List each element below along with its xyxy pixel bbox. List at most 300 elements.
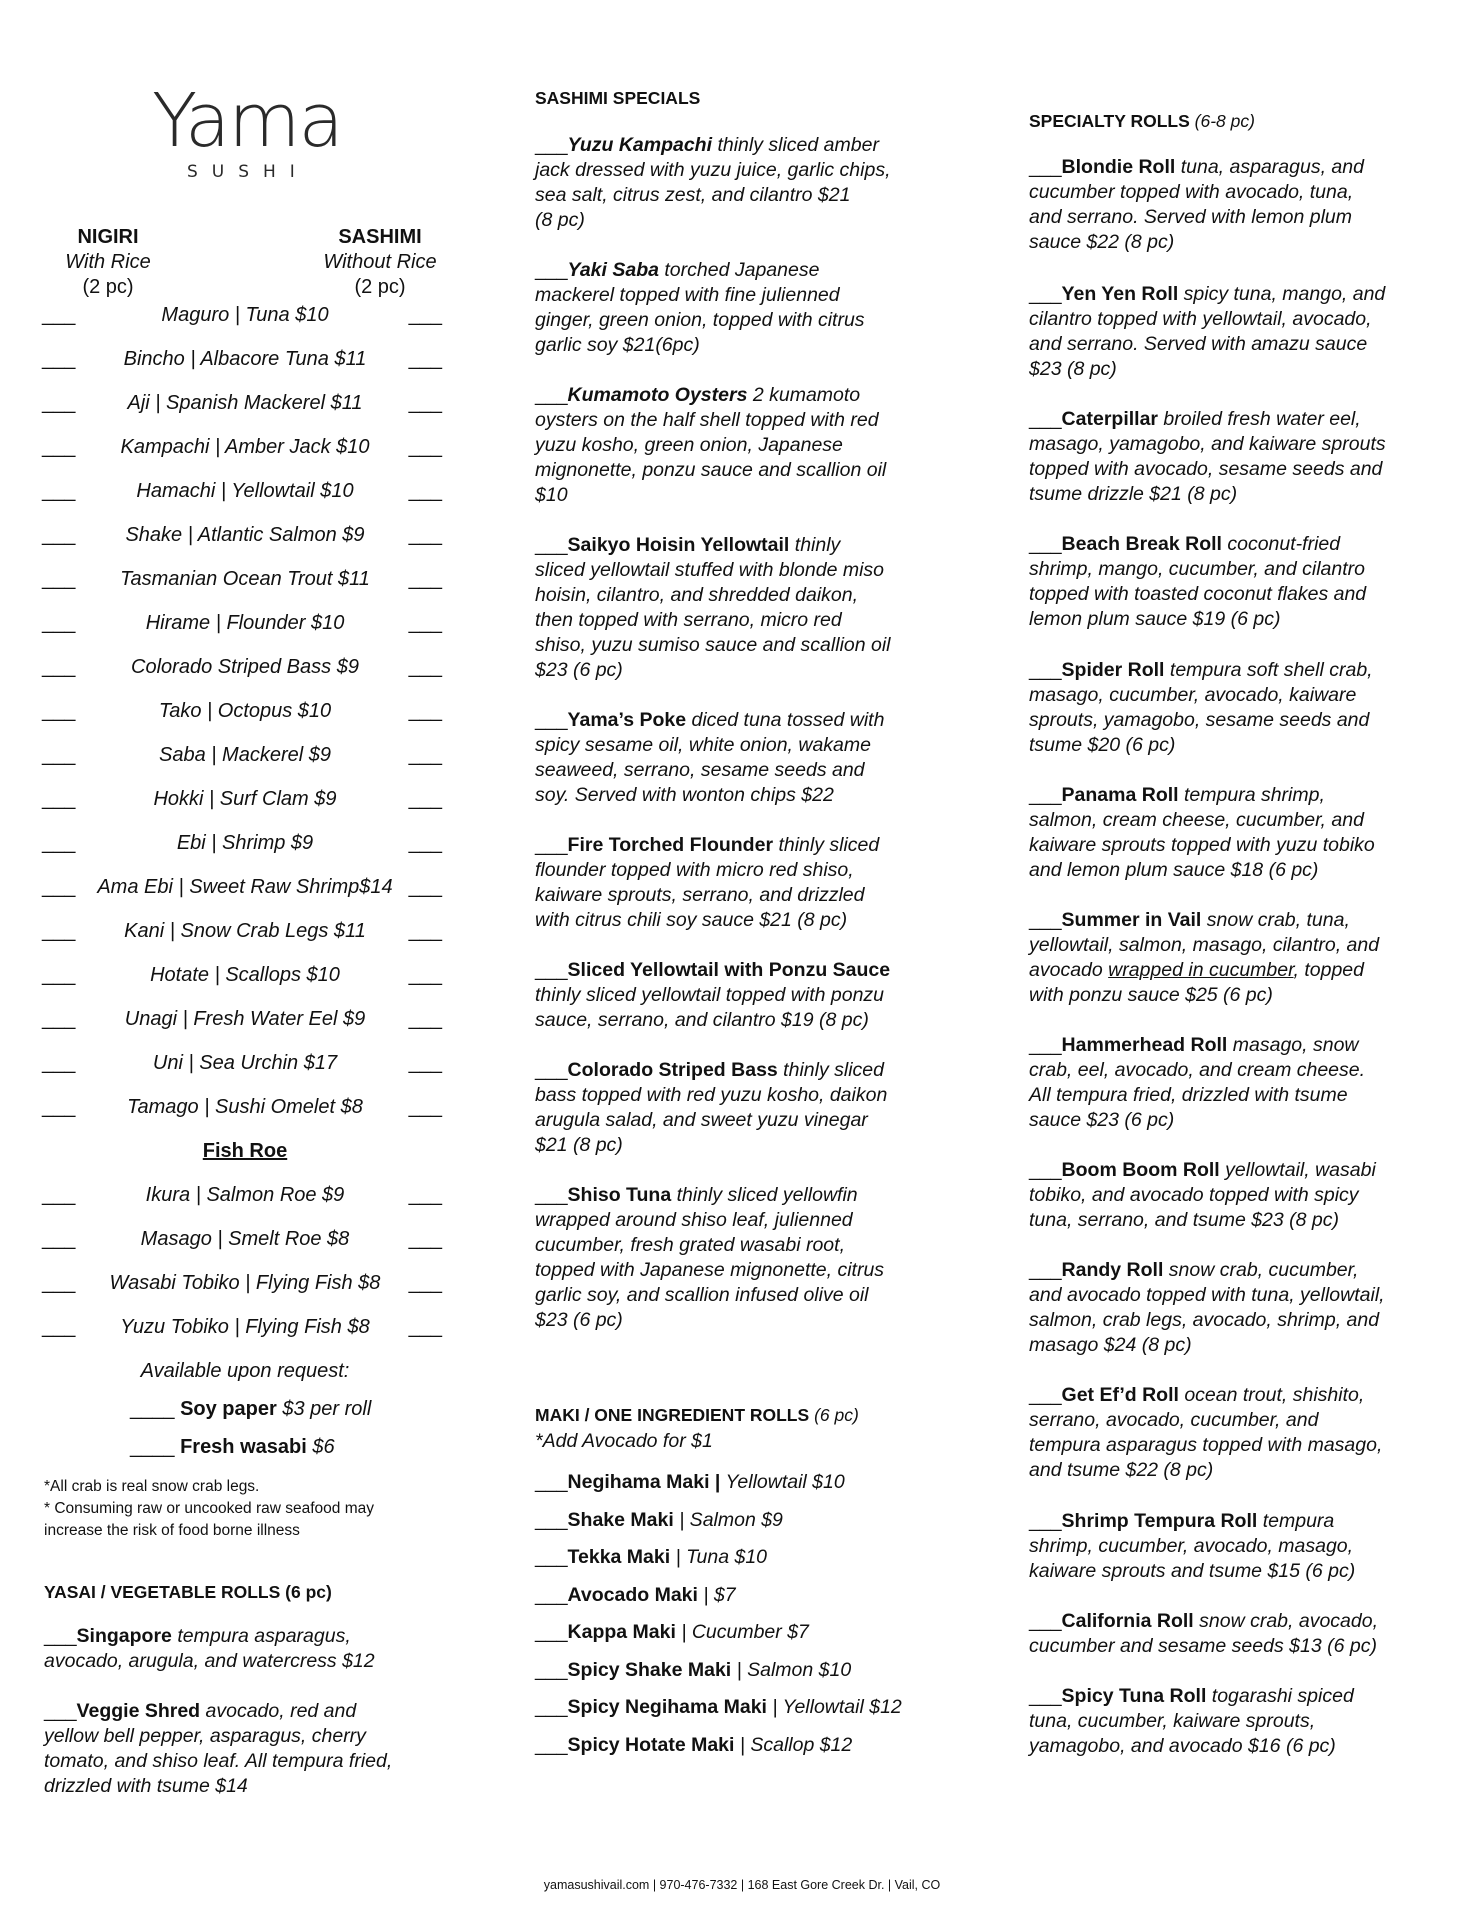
footnotes — [44, 1476, 464, 1542]
nigiri-checkbox[interactable]: ___ — [42, 612, 76, 634]
nigiri-item-label: Maguro | Tuna $10 — [161, 304, 329, 326]
item-name: Blondie Roll — [1061, 156, 1176, 178]
item-name: Boom Boom Roll — [1061, 1159, 1220, 1181]
item-desc: soy. Served with wonton chips $22 — [535, 784, 834, 806]
roe-row — [40, 1228, 450, 1258]
request-checkbox[interactable]: ____ — [130, 1398, 175, 1420]
nigiri-checkbox[interactable]: ___ — [42, 568, 76, 590]
sashimi-special-item — [535, 833, 965, 933]
item-desc: hoisin, cilantro, and shredded daikon, — [535, 584, 859, 606]
item-name: Yuzu Kampachi — [567, 134, 713, 156]
sashimi-checkbox[interactable]: ___ — [408, 700, 442, 722]
nigiri-row — [40, 480, 450, 510]
item-desc: $23 (6 pc) — [535, 1309, 623, 1331]
sashimi-special-item — [535, 1183, 975, 1333]
nigiri-checkbox[interactable]: ___ — [42, 348, 76, 370]
item-name: Yen Yen Roll — [1061, 283, 1179, 305]
item-desc: flounder topped with micro red shiso, — [535, 859, 854, 881]
footer-contact: yamasushivail.com | 970-476-7332 | 168 East Gore Creek Dr. | Vail, CO — [543, 1878, 941, 1892]
nigiri-checkbox[interactable]: ___ — [42, 480, 76, 502]
item-name: Fire Torched Flounder — [567, 834, 774, 856]
item-desc: masago, yamagobo, and kaiware sprouts — [1029, 433, 1386, 455]
item-desc: kaiware sprouts topped with yuzu tobiko — [1029, 834, 1375, 856]
nigiri-row — [40, 832, 450, 862]
footnote: * Consuming raw or uncooked raw seafood may — [44, 1500, 374, 1517]
item-desc: tsume drizzle $21 (8 pc) — [1029, 483, 1238, 505]
item-desc: with ponzu sauce $25 (6 pc) — [1029, 984, 1273, 1006]
item-desc: yellow bell pepper, asparagus, cherry — [44, 1725, 366, 1747]
item-desc: | Yellowtail $12 — [766, 1696, 902, 1718]
sashimi-checkbox[interactable]: ___ — [408, 656, 442, 678]
item-desc: snow crab, tuna, — [1201, 909, 1350, 931]
yasai-item — [44, 1624, 464, 1674]
nigiri-item-label: Hirame | Flounder $10 — [145, 612, 345, 634]
nigiri-checkbox[interactable]: ___ — [42, 920, 76, 942]
item-name: Kumamoto Oysters — [567, 384, 748, 406]
nigiri-row — [40, 920, 450, 950]
nigiri-row — [40, 964, 450, 994]
roe-item-label: Masago | Smelt Roe $8 — [140, 1228, 350, 1250]
item-name: Randy Roll — [1061, 1259, 1164, 1281]
item-checkbox[interactable]: ___ — [1029, 1384, 1062, 1406]
sashimi-checkbox[interactable]: ___ — [408, 1096, 442, 1118]
item-desc: shrimp, cucumber, avocado, masago, — [1029, 1535, 1354, 1557]
item-desc: avocado — [1029, 959, 1109, 981]
nigiri-checkbox[interactable]: ___ — [42, 1052, 76, 1074]
item-name: Spider Roll — [1061, 659, 1165, 681]
nigiri-item-label: Unagi | Fresh Water Eel $9 — [124, 1008, 366, 1030]
sashimi-checkbox[interactable]: ___ — [408, 1316, 442, 1338]
specialty-title-text: SPECIALTY ROLLS — [1029, 111, 1190, 131]
logo-subtitle: SUSHI — [187, 162, 309, 182]
item-checkbox[interactable]: ___ — [1029, 1259, 1062, 1281]
sashimi-checkbox[interactable]: ___ — [408, 964, 442, 986]
sashimi-header — [306, 225, 454, 300]
item-desc: thinly sliced amber — [712, 134, 879, 156]
item-desc: sea salt, citrus zest, and cilantro $21 — [535, 184, 851, 206]
item-desc: thinly sliced — [773, 834, 880, 856]
item-checkbox[interactable]: ___ — [1029, 1159, 1062, 1181]
item-desc: | $7 — [697, 1584, 736, 1606]
sashimi-checkbox[interactable]: ___ — [408, 1008, 442, 1030]
nigiri-row — [40, 876, 450, 906]
nigiri-row — [40, 656, 450, 686]
sashimi-special-item — [535, 133, 965, 233]
item-desc: All tempura fried, drizzled with tsume — [1029, 1084, 1348, 1106]
item-name: Caterpillar — [1061, 408, 1158, 430]
item-desc: $10 — [535, 484, 568, 506]
specialty-item — [1029, 1383, 1459, 1483]
item-desc: and tsume $22 (8 pc) — [1029, 1459, 1214, 1481]
item-checkbox[interactable]: ___ — [535, 709, 568, 731]
item-desc: tempura — [1257, 1510, 1335, 1532]
item-checkbox[interactable]: ___ — [535, 1059, 568, 1081]
item-checkbox[interactable]: ___ — [1029, 784, 1062, 806]
item-name: Beach Break Roll — [1061, 533, 1222, 555]
item-checkbox[interactable]: ___ — [1029, 909, 1062, 931]
nigiri-subtitle: With Rice — [65, 251, 151, 273]
item-checkbox[interactable]: ___ — [1029, 1034, 1062, 1056]
item-desc: masago, cucumber, avocado, kaiware — [1029, 684, 1357, 706]
sashimi-checkbox[interactable]: ___ — [408, 304, 442, 326]
item-desc: tobiko, and avocado topped with spicy — [1029, 1184, 1359, 1206]
request-item — [130, 1398, 371, 1421]
item-desc: $23 (6 pc) — [535, 659, 623, 681]
sashimi-checkbox[interactable]: ___ — [408, 392, 442, 414]
specialty-item — [1029, 1684, 1459, 1759]
yama-sushi-logo — [112, 78, 352, 188]
nigiri-checkbox[interactable]: ___ — [42, 744, 76, 766]
nigiri-header — [48, 225, 168, 300]
maki-subtitle: *Add Avocado for $1 — [535, 1430, 713, 1452]
item-checkbox[interactable]: ___ — [535, 259, 568, 281]
nigiri-row — [40, 1008, 450, 1038]
item-checkbox[interactable]: ___ — [535, 1696, 568, 1718]
item-desc: diced tuna tossed with — [686, 709, 885, 731]
item-desc: yellowtail, wasabi — [1219, 1159, 1376, 1181]
request-name: Soy paper — [180, 1398, 277, 1420]
item-desc: kaiware sprouts, serrano, and drizzled — [535, 884, 865, 906]
nigiri-checkbox[interactable]: ___ — [42, 1272, 76, 1294]
item-name: Avocado Maki — [567, 1584, 698, 1606]
item-desc: and avocado topped with tuna, yellowtail, — [1029, 1284, 1385, 1306]
item-desc: masago $24 (8 pc) — [1029, 1334, 1192, 1356]
item-desc: garlic soy, and scallion infused olive oil — [535, 1284, 869, 1306]
item-desc: oysters on the half shell topped with red — [535, 409, 879, 431]
nigiri-row — [40, 1052, 450, 1082]
specialty-item — [1029, 1258, 1459, 1358]
item-checkbox[interactable]: ___ — [1029, 283, 1062, 305]
sashimi-checkbox[interactable]: ___ — [408, 524, 442, 546]
item-desc: serrano, avocado, cucumber, and — [1029, 1409, 1319, 1431]
item-desc: seaweed, serrano, sesame seeds and — [535, 759, 865, 781]
nigiri-item-label: Saba | Mackerel $9 — [159, 744, 331, 766]
specialty-item — [1029, 1158, 1459, 1233]
item-name: Sliced Yellowtail with Ponzu Sauce — [567, 959, 891, 981]
nigiri-item-label: Bincho | Albacore Tuna $11 — [123, 348, 367, 370]
item-desc: kaiware sprouts and tsume $15 (6 pc) — [1029, 1560, 1356, 1582]
nigiri-item-label: Tamago | Sushi Omelet $8 — [127, 1096, 363, 1118]
nigiri-checkbox[interactable]: ___ — [42, 1096, 76, 1118]
item-desc: , topped — [1293, 959, 1364, 981]
sashimi-checkbox[interactable]: ___ — [408, 832, 442, 854]
nigiri-checkbox[interactable]: ___ — [42, 524, 76, 546]
item-checkbox[interactable]: ___ — [1029, 659, 1062, 681]
item-checkbox[interactable]: ___ — [535, 834, 568, 856]
item-desc: spicy sesame oil, white onion, wakame — [535, 734, 871, 756]
nigiri-checkbox[interactable]: ___ — [42, 436, 76, 458]
nigiri-item-label: Ama Ebi | Sweet Raw Shrimp$14 — [97, 876, 393, 898]
item-desc: with citrus chili soy sauce $21 (8 pc) — [535, 909, 848, 931]
item-desc: yuzu kosho, green onion, Japanese — [535, 434, 843, 456]
specialty-item — [1029, 908, 1459, 1008]
fish-roe-title: Fish Roe — [202, 1140, 288, 1162]
nigiri-item-label: Aji | Spanish Mackerel $11 — [127, 392, 363, 414]
item-desc: crab, eel, avocado, and cream cheese. — [1029, 1059, 1366, 1081]
item-checkbox[interactable]: ___ — [1029, 533, 1062, 555]
specialty-title — [1029, 111, 1255, 132]
item-desc: avocado, red and — [200, 1700, 357, 1722]
item-name: Tekka Maki — [567, 1546, 671, 1568]
sashimi-special-item — [535, 708, 965, 808]
item-desc: | Salmon $10 — [731, 1659, 852, 1681]
item-desc: spicy tuna, mango, and — [1178, 283, 1386, 305]
nigiri-checkbox[interactable]: ___ — [42, 392, 76, 414]
item-desc: Yellowtail $10 — [720, 1471, 845, 1493]
nigiri-checkbox[interactable]: ___ — [42, 1008, 76, 1030]
maki-title-text: MAKI / ONE INGREDIENT ROLLS — [535, 1405, 810, 1425]
nigiri-row — [40, 392, 450, 422]
nigiri-row — [40, 348, 450, 378]
nigiri-row — [40, 612, 450, 642]
footnote: *All crab is real snow crab legs. — [44, 1478, 260, 1495]
nigiri-row — [40, 700, 450, 730]
nigiri-row — [40, 524, 450, 554]
sashimi-specials-title: SASHIMI SPECIALS — [535, 88, 701, 108]
nigiri-row — [40, 744, 450, 774]
maki-item — [535, 1470, 845, 1495]
item-name: Shiso Tuna — [567, 1184, 672, 1206]
item-desc: arugula salad, and sweet yuzu vinegar — [535, 1109, 868, 1131]
item-checkbox[interactable]: ___ — [1029, 1510, 1062, 1532]
sashimi-checkbox[interactable]: ___ — [408, 788, 442, 810]
item-desc: and serrano. Served with amazu sauce — [1029, 333, 1368, 355]
item-checkbox[interactable]: ___ — [535, 534, 568, 556]
maki-item — [535, 1545, 767, 1570]
specialty-item — [1029, 658, 1459, 758]
item-desc: avocado, arugula, and watercress $12 — [44, 1650, 375, 1672]
item-desc: jack dressed with yuzu juice, garlic chips, — [535, 159, 891, 181]
nigiri-checkbox[interactable]: ___ — [42, 788, 76, 810]
item-desc: | Cucumber $7 — [675, 1621, 809, 1643]
item-desc: then topped with serrano, micro red — [535, 609, 842, 631]
nigiri-row — [40, 304, 450, 334]
item-name: Panama Roll — [1061, 784, 1179, 806]
item-name: Kappa Maki — [567, 1621, 676, 1643]
request-price: $6 — [312, 1436, 335, 1458]
item-desc: thinly sliced — [777, 1059, 884, 1081]
item-name: Hammerhead Roll — [1061, 1034, 1228, 1056]
nigiri-item-label: Kani | Snow Crab Legs $11 — [124, 920, 366, 942]
request-checkbox[interactable]: ____ — [130, 1436, 175, 1458]
yasai-item — [44, 1699, 464, 1799]
item-checkbox[interactable]: ___ — [535, 959, 568, 981]
item-desc: ocean trout, shishito, — [1178, 1384, 1365, 1406]
sashimi-checkbox[interactable]: ___ — [408, 920, 442, 942]
item-desc: cucumber, fresh grated wasabi root, — [535, 1234, 845, 1256]
nigiri-checkbox[interactable]: ___ — [42, 656, 76, 678]
item-desc: masago, snow — [1227, 1034, 1359, 1056]
maki-title — [535, 1405, 859, 1426]
nigiri-checkbox[interactable]: ___ — [42, 1184, 76, 1206]
item-checkbox[interactable]: ___ — [535, 1546, 568, 1568]
item-name: Shrimp Tempura Roll — [1061, 1510, 1258, 1532]
item-desc: snow crab, cucumber, — [1163, 1259, 1359, 1281]
sashimi-checkbox[interactable]: ___ — [408, 876, 442, 898]
item-name: Spicy Hotate Maki — [567, 1734, 735, 1756]
item-checkbox[interactable]: ___ — [44, 1700, 77, 1722]
maki-item — [535, 1620, 809, 1645]
sashimi-checkbox[interactable]: ___ — [408, 1272, 442, 1294]
specialty-item — [1029, 783, 1459, 883]
nigiri-checkbox[interactable]: ___ — [42, 1228, 76, 1250]
sashimi-checkbox[interactable]: ___ — [408, 1228, 442, 1250]
item-checkbox[interactable]: ___ — [535, 1471, 568, 1493]
item-desc: salmon, crab legs, avocado, shrimp, and — [1029, 1309, 1380, 1331]
item-checkbox[interactable]: ___ — [535, 134, 568, 156]
item-desc: broiled fresh water eel, — [1158, 408, 1361, 430]
item-name: Saikyo Hoisin Yellowtail — [567, 534, 790, 556]
item-desc: ginger, green onion, topped with citrus — [535, 309, 865, 331]
nigiri-row — [40, 1096, 450, 1126]
item-desc: cilantro topped with yellowtail, avocado, — [1029, 308, 1372, 330]
nigiri-count: (2 pc) — [82, 276, 134, 298]
item-checkbox[interactable]: ___ — [1029, 1610, 1062, 1632]
nigiri-checkbox[interactable]: ___ — [42, 304, 76, 326]
item-checkbox[interactable]: ___ — [535, 384, 568, 406]
sashimi-special-item — [535, 1058, 965, 1158]
nigiri-checkbox[interactable]: ___ — [42, 700, 76, 722]
item-desc: togarashi spiced — [1206, 1685, 1354, 1707]
item-desc: snow crab, avocado, — [1193, 1610, 1379, 1632]
item-desc: tomato, and shiso leaf. All tempura fried, — [44, 1750, 393, 1772]
specialty-item — [1029, 532, 1459, 632]
item-desc: topped with avocado, sesame seeds and — [1029, 458, 1383, 480]
footnote: increase the risk of food borne illness — [44, 1522, 300, 1539]
item-checkbox[interactable]: ___ — [535, 1659, 568, 1681]
item-name: Negihama Maki | — [567, 1471, 721, 1493]
item-checkbox[interactable]: ___ — [535, 1509, 568, 1531]
nigiri-item-label: Kampachi | Amber Jack $10 — [120, 436, 370, 458]
roe-row — [40, 1272, 450, 1302]
nigiri-checkbox[interactable]: ___ — [42, 964, 76, 986]
sashimi-checkbox[interactable]: ___ — [408, 744, 442, 766]
item-desc: wrapped around shiso leaf, julienned — [535, 1209, 853, 1231]
sashimi-checkbox[interactable]: ___ — [408, 1052, 442, 1074]
request-name: Fresh wasabi — [180, 1436, 307, 1458]
item-name: Yaki Saba — [567, 259, 659, 281]
nigiri-title: NIGIRI — [77, 226, 139, 248]
sashimi-count: (2 pc) — [354, 276, 406, 298]
item-checkbox[interactable]: ___ — [1029, 156, 1062, 178]
nigiri-checkbox[interactable]: ___ — [42, 1316, 76, 1338]
item-checkbox[interactable]: ___ — [44, 1625, 77, 1647]
sashimi-checkbox[interactable]: ___ — [408, 1184, 442, 1206]
nigiri-item-label: Hotate | Scallops $10 — [150, 964, 340, 986]
specialty-title-count: (6-8 pc) — [1194, 111, 1255, 131]
roe-item-label: Wasabi Tobiko | Flying Fish $8 — [109, 1272, 381, 1294]
item-checkbox[interactable]: ___ — [1029, 1685, 1062, 1707]
item-desc: coconut-fried — [1221, 533, 1341, 555]
nigiri-row — [40, 568, 450, 598]
item-checkbox[interactable]: ___ — [1029, 408, 1062, 430]
item-desc-underlined: wrapped in cucumber — [1108, 959, 1294, 981]
nigiri-item-label: Tasmanian Ocean Trout $11 — [120, 568, 370, 590]
sashimi-checkbox[interactable]: ___ — [408, 348, 442, 370]
item-desc: tempura soft shell crab, — [1164, 659, 1373, 681]
item-desc: tempura shrimp, — [1178, 784, 1325, 806]
item-checkbox[interactable]: ___ — [535, 1584, 568, 1606]
item-name: Singapore — [76, 1625, 172, 1647]
item-desc: $21 (8 pc) — [535, 1134, 623, 1156]
specialty-item — [1029, 1609, 1459, 1659]
sashimi-special-item — [535, 958, 975, 1033]
item-desc: tsume $20 (6 pc) — [1029, 734, 1176, 756]
item-name: Spicy Tuna Roll — [1061, 1685, 1207, 1707]
specialty-item — [1029, 407, 1459, 507]
item-desc: tuna, cucumber, kaiware sprouts, — [1029, 1710, 1316, 1732]
roe-row — [40, 1184, 450, 1214]
nigiri-item-label: Shake | Atlantic Salmon $9 — [125, 524, 365, 546]
item-checkbox[interactable]: ___ — [535, 1734, 568, 1756]
item-desc: lemon plum sauce $19 (6 pc) — [1029, 608, 1281, 630]
item-desc: thinly sliced yellowtail topped with ponzu — [535, 984, 885, 1006]
item-name: Shake Maki — [567, 1509, 674, 1531]
nigiri-item-label: Hokki | Surf Clam $9 — [153, 788, 337, 810]
item-desc: garlic soy $21(6pc) — [535, 334, 700, 356]
item-desc: and lemon plum sauce $18 (6 pc) — [1029, 859, 1319, 881]
item-desc: thinly sliced yellowfin — [671, 1184, 858, 1206]
item-desc: 2 kumamoto — [747, 384, 861, 406]
item-desc: thinly — [789, 534, 841, 556]
sashimi-checkbox[interactable]: ___ — [408, 436, 442, 458]
nigiri-item-label: Tako | Octopus $10 — [158, 700, 332, 722]
item-name: California Roll — [1061, 1610, 1194, 1632]
nigiri-item-label: Ebi | Shrimp $9 — [176, 832, 314, 854]
item-desc: cucumber topped with avocado, tuna, — [1029, 181, 1354, 203]
item-desc: torched Japanese — [658, 259, 820, 281]
item-checkbox[interactable]: ___ — [535, 1621, 568, 1643]
roe-item-label: Ikura | Salmon Roe $9 — [145, 1184, 345, 1206]
nigiri-item-label: Uni | Sea Urchin $17 — [152, 1052, 338, 1074]
nigiri-row — [40, 788, 450, 818]
item-desc: yamagobo, and avocado $16 (6 pc) — [1029, 1735, 1336, 1757]
request-price: $3 per roll — [282, 1398, 372, 1420]
item-desc: sauce $23 (6 pc) — [1029, 1109, 1175, 1131]
item-desc: shrimp, mango, cucumber, and cilantro — [1029, 558, 1365, 580]
specialty-item — [1029, 1033, 1459, 1133]
roe-item-label: Yuzu Tobiko | Flying Fish $8 — [120, 1316, 370, 1338]
item-desc: tempura asparagus, — [171, 1625, 351, 1647]
item-desc: $23 (8 pc) — [1029, 358, 1117, 380]
item-desc: sliced yellowtail stuffed with blonde miso — [535, 559, 885, 581]
item-name: Yama’s Poke — [567, 709, 687, 731]
item-desc: mackerel topped with fine julienned — [535, 284, 840, 306]
sashimi-special-item — [535, 383, 965, 508]
sashimi-checkbox[interactable]: ___ — [408, 568, 442, 590]
item-desc: and serrano. Served with lemon plum — [1029, 206, 1352, 228]
available-title: Available upon request: — [140, 1360, 350, 1382]
sashimi-checkbox[interactable]: ___ — [408, 612, 442, 634]
sashimi-checkbox[interactable]: ___ — [408, 480, 442, 502]
item-desc: tempura asparagus topped with masago, — [1029, 1434, 1383, 1456]
item-name: Summer in Vail — [1061, 909, 1202, 931]
item-desc: salmon, cream cheese, cucumber, and — [1029, 809, 1364, 831]
item-checkbox[interactable]: ___ — [535, 1184, 568, 1206]
item-desc: topped with Japanese mignonette, citrus — [535, 1259, 885, 1281]
item-name: Spicy Shake Maki — [567, 1659, 732, 1681]
item-desc: | Salmon $9 — [673, 1509, 783, 1531]
item-desc: mignonette, ponzu sauce and scallion oil — [535, 459, 887, 481]
specialty-item — [1029, 155, 1459, 255]
nigiri-checkbox[interactable]: ___ — [42, 876, 76, 898]
item-desc: topped with toasted coconut flakes and — [1029, 583, 1367, 605]
nigiri-checkbox[interactable]: ___ — [42, 832, 76, 854]
nigiri-item-label: Colorado Striped Bass $9 — [131, 656, 359, 678]
item-desc: drizzled with tsume $14 — [44, 1775, 248, 1797]
item-desc: yellowtail, salmon, masago, cilantro, and — [1029, 934, 1380, 956]
item-desc: sauce $22 (8 pc) — [1029, 231, 1175, 253]
